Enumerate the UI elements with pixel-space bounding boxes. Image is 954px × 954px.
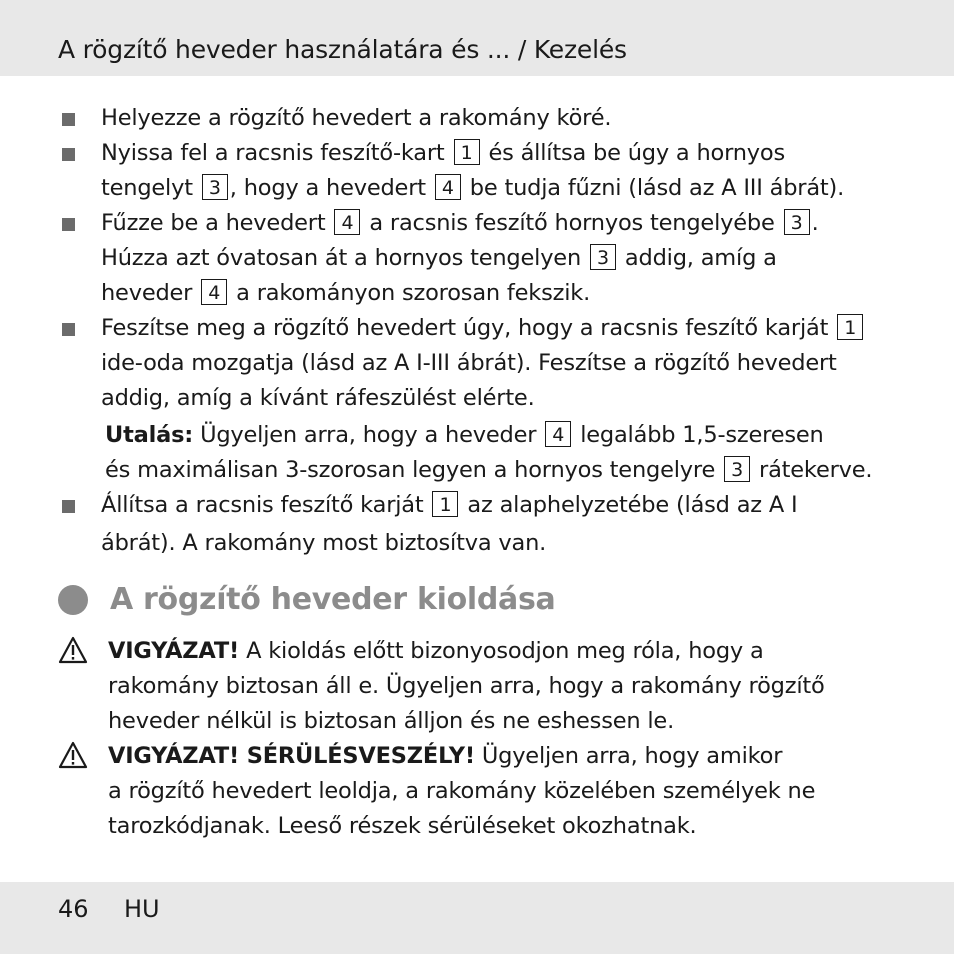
warning-1-line-1: VIGYÁZAT! A kioldás előtt bizonyosodjon meg róla, hogy a (108, 638, 764, 664)
step-5-line-2: ábrát). A rakomány most biztosítva van. (101, 530, 547, 556)
step-2-line-2: tengelyt 3 , hogy a hevedert 4 be tudja fűzni (lásd az A III ábrát). (101, 175, 845, 201)
warning-2-line-2: a rögzítő hevedert leoldja, a rakomány közelében személyek ne (108, 778, 816, 804)
section-title: A rögzítő heveder kioldása (110, 582, 556, 617)
warning-triangle-icon (58, 636, 88, 664)
step-4-line-1: Feszítse meg a rögzítő hevedert úgy, hogy a racsnis feszítő karját 1 (101, 311, 865, 346)
warning-1-line-2: rakomány biztosan áll e. Ügyeljen arra, hogy a rakomány rögzítő (108, 673, 825, 699)
section-bullet-icon (58, 585, 88, 615)
language-code: HU (124, 895, 160, 923)
step-4-line-3: addig, amíg a kívánt ráfeszülést elérte. (101, 385, 535, 411)
step-3-line-3: heveder 4 a rakományon szorosan fekszik. (101, 280, 591, 306)
step-5-line-1: Állítsa a racsnis feszítő karját 1 az alaphelyzetébe (lásd az A I (101, 492, 798, 518)
part-ref-3: 3 (724, 456, 750, 482)
note-label: Utalás: (105, 422, 194, 448)
bullet-5 (62, 500, 75, 513)
part-ref-1: 1 (432, 491, 458, 517)
part-ref-1: 1 (454, 139, 480, 165)
part-ref-4: 4 (545, 421, 571, 447)
bullet-2 (62, 148, 75, 161)
warning-triangle-icon (58, 741, 88, 769)
step-4-line-2: ide-oda mozgatja (lásd az A I-III ábrát). Feszítse a rögzítő hevedert (101, 350, 837, 376)
part-ref-4: 4 (435, 174, 461, 200)
warning-1-line-3: heveder nélkül is biztosan álljon és ne eshessen le. (108, 708, 675, 734)
warning-2-line-3: tarozkódjanak. Leeső részek sérüléseket okozhatnak. (108, 813, 697, 839)
part-ref-3: 3 (202, 174, 228, 200)
warning-2-line-1: VIGYÁZAT! SÉRÜLÉSVESZÉLY! Ügyeljen arra, hogy amikor (108, 743, 783, 769)
step-2-line-1: Nyissa fel a racsnis feszítő-kart 1 és állítsa be úgy a hornyos (101, 140, 785, 166)
step-3-line-2: Húzza azt óvatosan át a hornyos tengelyen 3 addig, amíg a (101, 245, 777, 271)
part-ref-3: 3 (590, 244, 616, 270)
bullet-3 (62, 218, 75, 231)
step-3-line-1: Fűzze be a hevedert 4 a racsnis feszítő hornyos tengelyébe 3 . (101, 210, 819, 236)
step-4-note-line-2: és maximálisan 3-szorosan legyen a hornyos tengelyre 3 rátekerve. (105, 457, 873, 483)
warning-label: VIGYÁZAT! SÉRÜLÉSVESZÉLY! (108, 743, 475, 769)
part-ref-1: 1 (837, 314, 863, 340)
part-ref-4: 4 (201, 279, 227, 305)
part-ref-3: 3 (784, 209, 810, 235)
page-number: 46 (58, 895, 89, 923)
bullet-1 (62, 113, 75, 126)
warning-label: VIGYÁZAT! (108, 638, 240, 664)
bullet-4 (62, 323, 75, 336)
part-ref-4: 4 (334, 209, 360, 235)
page-header-title: A rögzítő heveder használatára és ... / Kezelés (58, 35, 627, 64)
step-4-note-line-1: Utalás: Ügyeljen arra, hogy a heveder 4 legalább 1,5-szeresen (105, 422, 824, 448)
step-1-line-1: Helyezze a rögzítő hevedert a rakomány köré. (101, 105, 612, 131)
